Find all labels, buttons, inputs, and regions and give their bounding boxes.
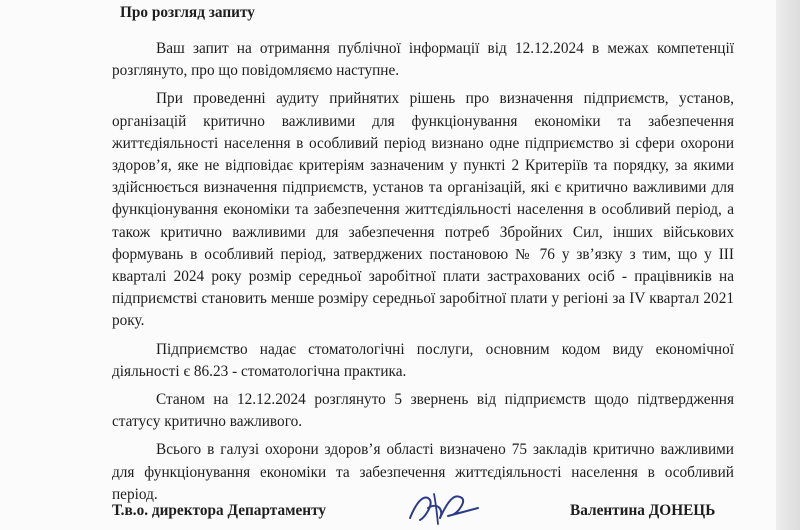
paragraph-enterprise-activity: Підприємство надає стоматологічні послуги, основним кодом виду економічної діяльності є 86.23 - стоматологічна практика. [112, 340, 734, 380]
paragraph-audit-findings: При проведенні аудиту прийнятих рішень про визначення підприємств, установ, організацій критично важливими для функціонування економіки та забезпечення життєдіяльності населення в особливий період визнано одне підприємство зі сфери охорони здоров’я, яке не відповідає критеріям зазначеним у пункті 2 Критеріїв та порядку, за якими здійснюється визначення підприємств, установ та організацій, які є критично важливими для функціонування економіки та забезпечення життєдіяльності населення в особливий період, а також критично важливими для забезпечення потреб Збройних Сил, інших військових формувань в особливий період, затверджених постановою № 76 у зв’язку з тим, що у ІІІ кварталі 2024 року розмір середньої заробітної плати застрахованих осіб - працівників на підприємстві становить менше розміру середньої заробітної плати у регіоні за ІV квартал 2021 року. [112, 90, 734, 330]
letter-body [112, 38, 734, 512]
paragraph-request-reviewed: Ваш запит на отримання публічної інформації від 12.12.2024 в межах компетенції розглянуто, про що повідомляємо наступне. [112, 40, 734, 80]
handwritten-signature [404, 488, 484, 528]
signature-block [112, 496, 752, 526]
paragraph-total-institutions: Всього в галузі охорони здоров’я області визначено 75 закладів критично важливими для функціонування економіки та забезпечення життєдіяльності населення в особливий період. [112, 441, 734, 503]
letter-subject: Про розгляд запиту [120, 4, 255, 21]
page-edge [776, 0, 800, 530]
signatory-title: Т.в.о. директора Департаменту [112, 502, 327, 519]
paragraph-appeals-count: Станом на 12.12.2024 розглянуто 5 звернень від підприємств щодо підтвердження статусу критично важливого. [112, 391, 734, 431]
signatory-name: Валентина ДОНЕЦЬ [570, 502, 716, 519]
